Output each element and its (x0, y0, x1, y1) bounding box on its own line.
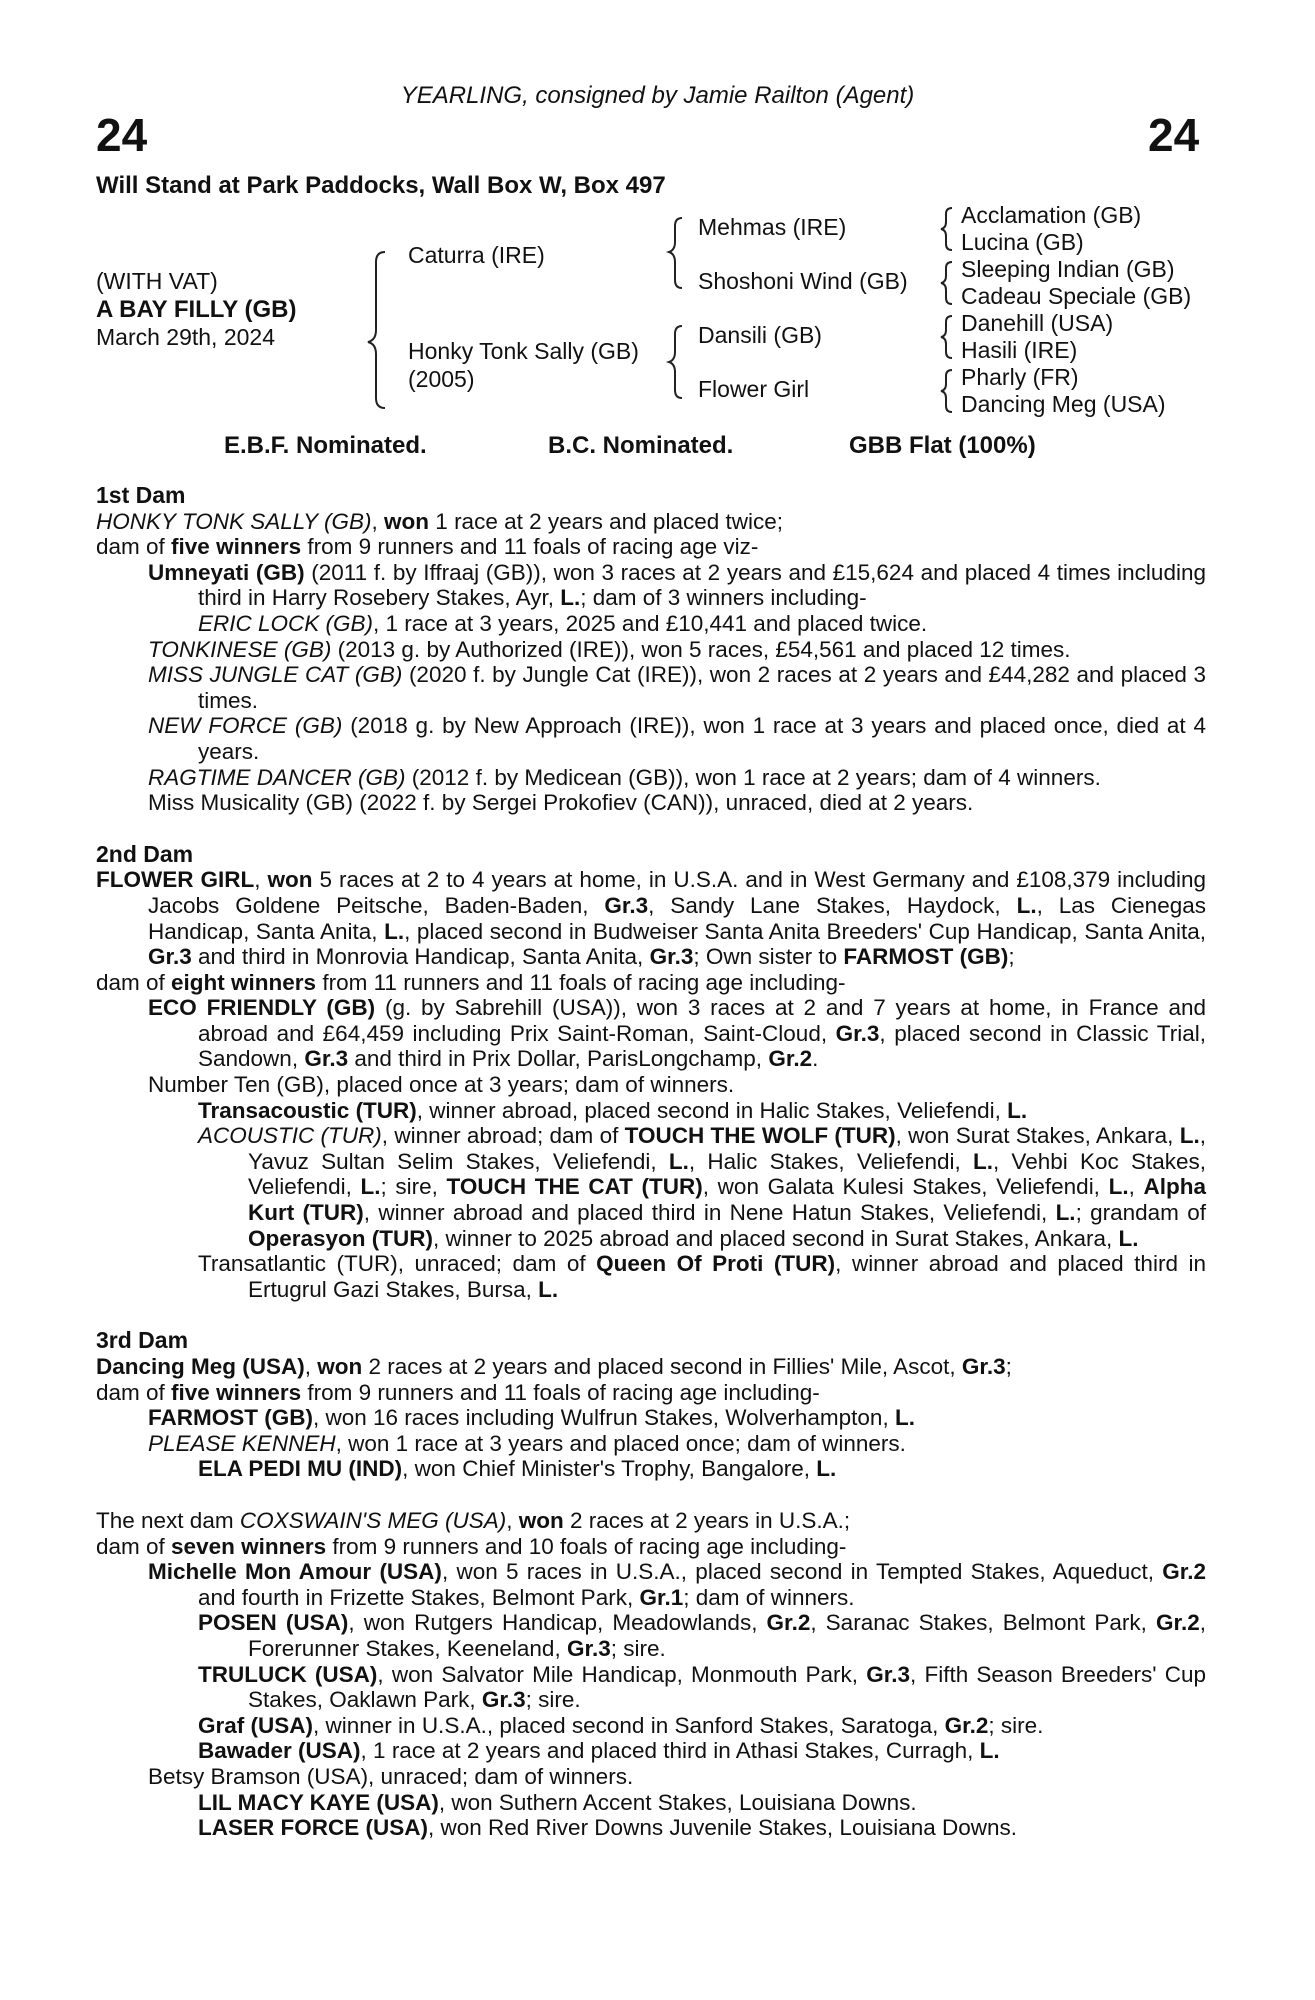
produce-entry: Transacoustic (TUR), winner abroad, placed second in Halic Stakes, Veliefendi, L. (198, 1097, 1028, 1123)
third-dam-record: Dancing Meg (USA), won 2 races at 2 years and placed second in Fillies' Mile, Ascot, Gr.3; (96, 1354, 1012, 1379)
produce-entry: ERIC LOCK (GB), 1 race at 3 years, 2025 and £10,441 and placed twice. (198, 610, 928, 636)
next-dam-produce-summary: dam of seven winners from 9 runners and 10 foals of racing age including- (96, 1533, 847, 1559)
pedigree-gen3-3: Sleeping Indian (GB) (961, 256, 1175, 282)
dam-brace (669, 326, 682, 398)
horse-dob: March 29th, 2024 (96, 324, 276, 350)
produce-entry: TRULUCK (USA), won Salvator Mile Handicap, Monmouth Park, Gr.3, Fifth Season Breeders' Cup Stakes, Oaklawn Park, Gr.3; sire. (198, 1661, 1206, 1713)
first-dam-produce-summary: dam of five winners from 9 runners and 11 foals of racing age viz- (96, 534, 759, 560)
bc-nomination: B.C. Nominated. (548, 432, 734, 459)
pedigree-sire-dam: Shoshoni Wind (GB) (698, 268, 908, 294)
ebf-nomination: E.B.F. Nominated. (224, 432, 427, 459)
lot-number-right: 24 (1148, 109, 1200, 161)
third-dam-produce-summary: dam of five winners from 9 runners and 11 foals of racing age including- (96, 1379, 820, 1405)
produce-entry: Umneyati (GB) (2011 f. by Iffraaj (GB)), won 3 races at 2 years and £15,624 and placed 4 times including third in Harry Rosebery Stakes, Ayr, L.; dam of 3 winners including- (148, 559, 1206, 611)
second-dam-record: FLOWER GIRL, won 5 races at 2 to 4 years at home, in U.S.A. and in West Germany and £108,379 including Jacobs Goldene Peitsche, Baden-Baden, Gr.3, Sandy Lane Stakes, Haydock, L., Las Cienegas Handicap, Santa Anita, L., placed second in Budweiser Santa Anita Breeders' Cup Handicap, Santa Anita, Gr.3 and third in Monrovia Handicap, Santa Anita, Gr.3; Own sister to FARMOST (GB); (96, 867, 1206, 970)
pedigree-gen3-4: Cadeau Speciale (GB) (961, 283, 1192, 309)
pedigree-gen3-7: Pharly (FR) (961, 364, 1079, 390)
box-location: Will Stand at Park Paddocks, Wall Box W, Box 497 (96, 172, 666, 199)
produce-entry: Michelle Mon Amour (USA), won 5 races in U.S.A., placed second in Tempted Stakes, Aqueduct, Gr.2 and fourth in Frizette Stakes, Belmont Park, Gr.1; dam of winners. (148, 1559, 1206, 1610)
pedigree-sire: Caturra (IRE) (408, 242, 545, 268)
sire-brace (669, 218, 682, 288)
produce-entry: Number Ten (GB), placed once at 3 years; dam of winners. (148, 1072, 735, 1098)
second-dam-produce-summary: dam of eight winners from 11 runners and 11 foals of racing age including- (96, 969, 846, 995)
produce-entry: NEW FORCE (GB) (2018 g. by New Approach (IRE)), won 1 race at 3 years and placed once, died at 4 years. (148, 713, 1206, 764)
pedigree-gen3-5: Danehill (USA) (961, 310, 1114, 336)
horse-name: A BAY FILLY (GB) (96, 296, 297, 323)
pedigree-gen3-1: Acclamation (GB) (961, 202, 1142, 228)
pedigree-dam: Honky Tonk Sally (GB) (408, 338, 639, 364)
third-dam-heading: 3rd Dam (96, 1327, 189, 1354)
produce-entry: Miss Musicality (GB) (2022 f. by Sergei Prokofiev (CAN)), unraced, died at 2 years. (148, 790, 974, 816)
produce-entry: RAGTIME DANCER (GB) (2012 f. by Medicean (GB)), won 1 race at 2 years; dam of 4 winners. (148, 764, 1101, 790)
consignment-line: YEARLING, consigned by Jamie Railton (Agent) (400, 82, 915, 109)
second-dam-heading: 2nd Dam (96, 840, 194, 867)
next-dam-record: The next dam COXSWAIN'S MEG (USA), won 2 races at 2 years in U.S.A.; (96, 1507, 851, 1533)
pedigree-dam-dam: Flower Girl (698, 376, 810, 402)
produce-entry: TONKINESE (GB) (2013 g. by Authorized (IRE)), won 5 races, £54,561 and placed 12 times. (148, 636, 1071, 662)
produce-entry: Graf (USA), winner in U.S.A., placed second in Sanford Stakes, Saratoga, Gr.2; sire. (198, 1712, 1044, 1738)
pedigree-gen3-2: Lucina (GB) (961, 229, 1084, 255)
pedigree-gen3-6: Hasili (IRE) (961, 337, 1078, 363)
vat-label: (WITH VAT) (96, 268, 218, 294)
produce-entry: ECO FRIENDLY (GB) (g. by Sabrehill (USA)), won 3 races at 2 and 7 years at home, in France and abroad and £64,459 including Prix Saint-Roman, Saint-Cloud, Gr.3, placed second in Classic Trial, Sandown, Gr.3 and third in Prix Dollar, ParisLongchamp, Gr.2. (148, 995, 1206, 1072)
produce-entry: LASER FORCE (USA), won Red River Downs Juvenile Stakes, Louisiana Downs. (198, 1815, 1018, 1841)
lot-number-left: 24 (96, 109, 148, 161)
pedigree-gen3-8: Dancing Meg (USA) (961, 391, 1166, 417)
produce-entry: Bawader (USA), 1 race at 2 years and placed third in Athasi Stakes, Curragh, L. (198, 1738, 1000, 1764)
first-dam-record: HONKY TONK SALLY (GB), won 1 race at 2 years and placed twice; (96, 508, 783, 534)
pedigree-dam-sire: Dansili (GB) (698, 322, 822, 348)
produce-entry: POSEN (USA), won Rutgers Handicap, Meadowlands, Gr.2, Saranac Stakes, Belmont Park, Gr.2, Forerunner Stakes, Keeneland, Gr.3; sire. (198, 1610, 1206, 1661)
pedigree-sire-sire: Mehmas (IRE) (698, 214, 847, 240)
produce-entry: Betsy Bramson (USA), unraced; dam of winners. (148, 1763, 634, 1789)
first-dam-heading: 1st Dam (96, 482, 186, 508)
produce-entry: MISS JUNGLE CAT (GB) (2020 f. by Jungle Cat (IRE)), won 2 races at 2 years and £44,282 and placed 3 times. (148, 662, 1206, 713)
produce-entry: LIL MACY KAYE (USA), won Suthern Accent Stakes, Louisiana Downs. (198, 1789, 917, 1815)
produce-entry: ACOUSTIC (TUR), winner abroad; dam of TOUCH THE WOLF (TUR), won Surat Stakes, Ankara, L., Yavuz Sultan Selim Stakes, Veliefendi, L., Halic Stakes, Veliefendi, L., Vehbi Koc Stakes, Veliefendi, L.; sire, TOUCH THE CAT (TUR), won Galata Kulesi Stakes, Veliefendi, L., Alpha Kurt (TUR), winner abroad and placed third in Nene Hatun Stakes, Veliefendi, L.; grandam of Operasyon (TUR), winner to 2025 abroad and placed second in Surat Stakes, Ankara, L. (198, 1123, 1206, 1251)
produce-entry: PLEASE KENNEH, won 1 race at 3 years and placed once; dam of winners. (148, 1430, 906, 1456)
pedigree-dam-year: (2005) (408, 366, 475, 392)
produce-entry: Transatlantic (TUR), unraced; dam of Queen Of Proti (TUR), winner abroad and placed third in Ertugrul Gazi Stakes, Bursa, L. (198, 1251, 1206, 1302)
produce-entry: FARMOST (GB), won 16 races including Wulfrun Stakes, Wolverhampton, L. (148, 1405, 915, 1431)
gbb-flat: GBB Flat (100%) (849, 432, 1036, 459)
produce-entry: ELA PEDI MU (IND), won Chief Minister's Trophy, Bangalore, L. (198, 1456, 837, 1482)
catalogue-body (96, 483, 1206, 1841)
main-brace (368, 252, 385, 408)
